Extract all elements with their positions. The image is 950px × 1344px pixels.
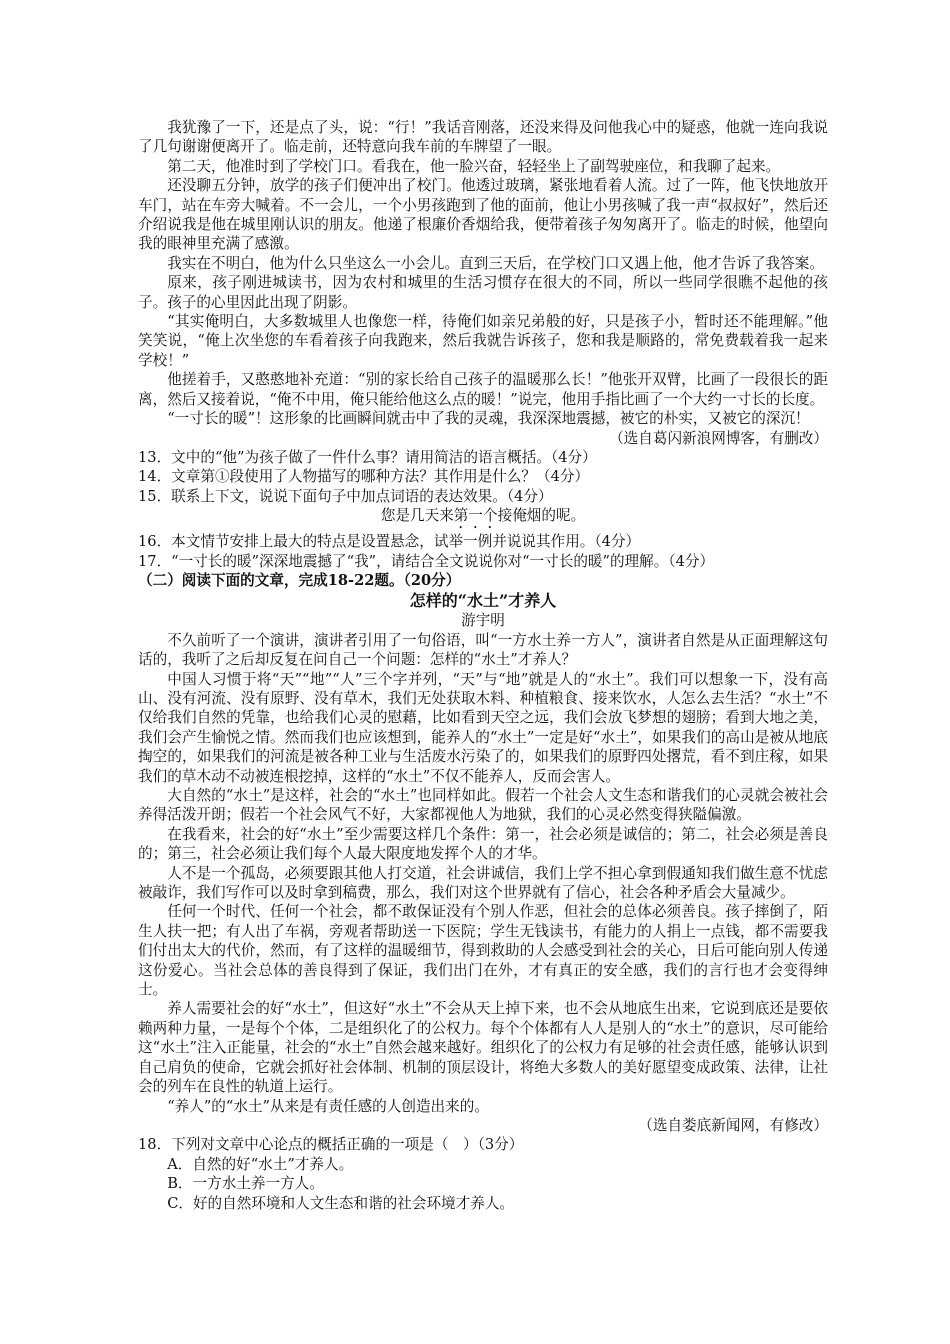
essay-title: 怎样的“水土”才养人: [409, 591, 557, 611]
option-a: A．自然的好“水土”才养人。: [167, 1155, 354, 1173]
story-paragraph: “一寸长的暖”！这形象的比画瞬间就击中了我的灵魂，我深深地震撼，被它的朴实，又被它的深沉！: [167, 410, 810, 428]
question-16: 16．本文情节安排上最大的特点是设置悬念，试举一例并说说其作用。（4分）: [138, 533, 641, 551]
story-passage: [138, 118, 828, 448]
essay-paragraph: 不久前听了一个演讲，演讲者引用了一句俗语，叫“一方水土养一方人”，演讲者自然是从正面理解这句话的，我听了之后却反复在问自己一个问题：怎样的“水土”才养人？: [138, 631, 828, 669]
q15-after: 接俺烟的呢。: [497, 507, 586, 525]
essay-author: 游宇明: [461, 612, 505, 630]
question-15-sentence: [138, 506, 828, 532]
essay-paragraph: 大自然的“水土”是这样，社会的“水土”也同样如此。假若一个社会人文生态和谐我们的心灵就会被社会养得活泼开朗；假若一个社会风气不好，大家都视他人为地狱，我们的心灵必然变得狭隘偏激。: [138, 787, 828, 824]
question-17: 17．“一寸长的暖”深深地震撼了“我”，请结合全文说说你对“一寸长的暖”的理解。（4分）: [138, 552, 715, 570]
option-b: B．一方水土养一方人。: [167, 1175, 324, 1193]
essay-paragraph: “养人”的“水土”从来是有责任感的人创造出来的。: [167, 1097, 489, 1115]
story-paragraph: 我犹豫了一下，还是点了头，说：“行！”我话音刚落，还没来得及问他我心中的疑惑，他就一连向我说了几句谢谢便离开了。临走前，还特意向我车前的车牌望了一眼。: [138, 119, 828, 156]
story-paragraph: 我实在不明白，他为什么只坐这么一小会儿。直到三天后，在学校门口又遇上他，他才告诉了我答案。: [167, 254, 824, 272]
essay-section: [138, 571, 828, 1135]
essay-paragraph: 任何一个时代、任何一个社会，都不敢保证没有个别人作恶，但社会的总体必须善良。孩子摔倒了，陌生人扶一把；有人出了车祸，旁观者帮助送一下医院；学生无钱读书，有能力的人捐上一点钱，都不需要我们付出太大的代价，然而，有了这样的温暖细节，得到救助的人会感受到社会的关心，日后可能向别人传递这份爱心。当社会总体的善良得到了保证，我们出门在外，才有真正的安全感，我们的言行也才会变得绅士。: [138, 903, 828, 999]
story-source: （选自葛闪新浪网博客，有删改）: [609, 429, 828, 447]
essay-paragraph: 在我看来，社会的好“水土”至少需要这样几个条件：第一，社会必须是诚信的；第二，社会必须是善良的；第三，社会必须让我们每个人最大限度地发挥个人的才华。: [138, 825, 828, 863]
q15-before: 您是几天来: [380, 507, 454, 525]
story-paragraph: 他搓着手，又憨憨地补充道：“别的家长给自己孩子的温暖那么长！”他张开双臂，比画了一段很长的距离，然后又接着说，“俺不中用，俺只能给他这么点的暖！”说完，他用手指比画了一个大约一寸长的长度。: [138, 371, 828, 408]
question-13: 13．文中的“他”为孩子做了一件什么事？请用简洁的语言概括。（4分）: [138, 448, 597, 466]
option-c: C．好的自然环境和人文生态和谐的社会环境才养人。: [167, 1194, 515, 1212]
story-paragraph: 原来，孩子刚进城读书，因为农村和城里的生活习惯存在很大的不同，所以一些同学很瞧不起他的孩子。孩子的心里因此出现了阴影。: [138, 274, 828, 311]
question-14: 14．文章第①段使用了人物描写的哪种方法？其作用是什么？（4分）: [138, 468, 590, 486]
story-paragraph: 第二天，他准时到了学校门口。看我在，他一脸兴奋，轻轻坐上了副驾驶座位，和我聊了起来。: [167, 157, 781, 175]
question-18-stem: 18．下列对文章中心论点的概括正确的一项是（ ）（3分）: [138, 1136, 524, 1154]
essay-paragraph: 中国人习惯于将“天”“地”“人”三个字并列，“天”与“地”就是人的“水土”。我们可以想象一下，没有高山、没有河流、没有原野、没有草木，我们无处获取木料、种植粮食、接来饮水，人怎么去生活？“水土”不仅给我们自然的凭靠，也给我们心灵的慰藉，比如看到天空之远，我们会放飞梦想的翅膀；看到大地之美，我们会产生愉悦之情。然而我们也应该想到，能养人的“水土”一定是好“水土”，如果我们的高山是被从地底掏空的，如果我们的河流是被各种工业与生活废水污染了的，如果我们的原野四处撂荒，看不到庄稼，如果我们的草木动不动被连根挖掉，这样的“水土”不仅不能养人，反而会害人。: [138, 670, 828, 785]
section-heading: （二）阅读下面的文章，完成18-22题。（20分）: [138, 571, 461, 589]
story-paragraph: “其实俺明白，大多数城里人也像您一样，待俺们如亲兄弟般的好，只是孩子小，暂时还不能理解。”他笑笑说，“俺上次坐您的车看着孩子向我跑来，然后我就告诉孩子，您和我是顺路的，常免费载着我一起来学校！”: [138, 313, 828, 369]
essay-paragraph: 养人需要社会的好“水土”，但这好“水土”不会从天上掉下来，也不会从地底生出来，它说到底还是要依赖两种力量，一是每个个体，二是组织化了的公权力。每个个体都有人人是别人的“水土”的意识，尽可能给这“水土”注入正能量，社会的“水土”自然会越来越好。组织化了的公权力有足够的社会责任感，能够认识到自己肩负的使命，它就会抓好社会体制、机制的顶层设计，将绝大多数人的美好愿望变成政策、法律，让社会的列车在良性的轨道上运行。: [138, 1000, 828, 1096]
questions-13-17: [138, 448, 828, 571]
essay-paragraph: 人不是一个孤岛，必须要跟其他人打交道，社会讲诚信，我们上学不担心拿到假通知我们做生意不忧虑被敲诈，我们写作可以及时拿到稿费，那么，我们对这个世界就有了信心，社会各种矛盾会大量减少。: [138, 864, 828, 902]
exam-page: [138, 118, 828, 1213]
q15-dotted-word: 第一个: [453, 507, 498, 525]
question-18: [138, 1135, 828, 1213]
essay-source: （选自娄底新闻网，有修改）: [638, 1116, 828, 1134]
story-paragraph: 还没聊五分钟，放学的孩子们便冲出了校门。他透过玻璃，紧张地看着人流。过了一阵，他飞快地放开车门，站在车旁大喊着。不一会儿，一个小男孩跑到了他的面前，他让小男孩喊了我一声“叔叔好”，然后还介绍说我是他在城里刚认识的朋友。他递了根廉价香烟给我，便带着孩子匆匆离开了。临走的时候，他望向我的眼神里充满了感激。: [138, 177, 828, 253]
question-15: 15．联系上下文，说说下面句子中加点词语的表达效果。（4分）: [138, 487, 553, 505]
